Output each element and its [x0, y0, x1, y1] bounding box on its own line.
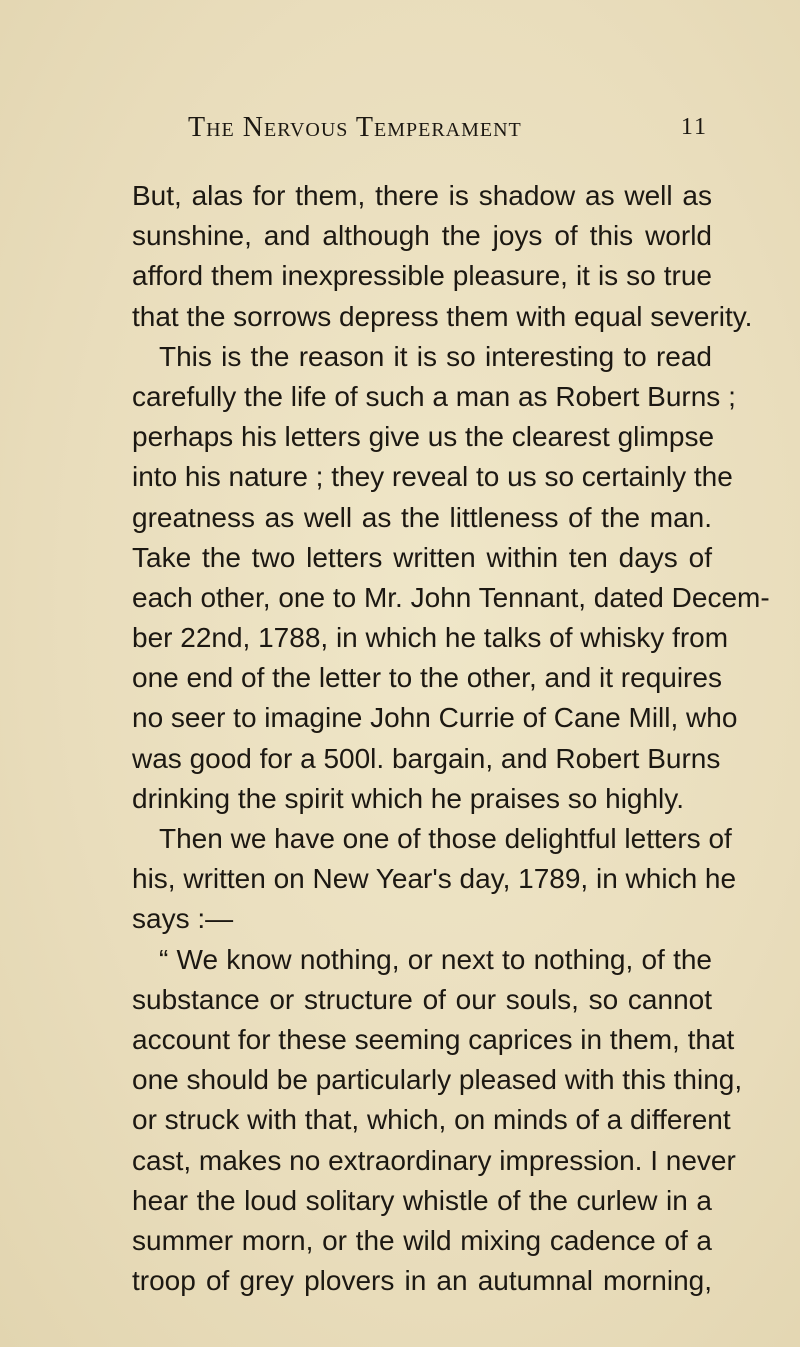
text-line: was good for a 500l. bargain, and Robert Burns [132, 742, 721, 774]
text-line: Then we have one of those delightful letters of [159, 823, 732, 854]
text-line: his, written on New Year's day, 1789, in which he [132, 863, 737, 895]
text-line: sunshine, and although the joys of this world [132, 220, 712, 252]
text-line: troop of grey plovers in an autumnal morning, [132, 1265, 712, 1297]
text-line: substance or structure of our souls, so cannot [132, 983, 712, 1015]
text-line: each other, one to Mr. John Tennant, dated Decem- [132, 581, 770, 613]
text-line: afford them inexpressible pleasure, it is so true [132, 260, 712, 292]
text-line: carefully the life of such a man as Robert Burns ; [132, 380, 736, 412]
text-line: into his nature ; they reveal to us so certainly the [132, 461, 733, 493]
text-line: drinking the spirit which he praises so highly. [132, 782, 684, 814]
text-line: perhaps his letters give us the clearest glimpse [132, 421, 715, 453]
page-number: 11 [680, 114, 708, 140]
text-line: hear the loud solitary whistle of the curlew in a [132, 1184, 712, 1216]
text-line: greatness as well as the littleness of the man. [132, 501, 712, 533]
body-text [132, 176, 770, 1301]
text-line: Take the two letters written within ten days of [132, 541, 712, 573]
running-head [188, 112, 708, 156]
text-line: account for these seeming caprices in them, that [132, 1023, 735, 1055]
text-line: ber 22nd, 1788, in which he talks of whisky from [132, 622, 729, 654]
text-line: that the sorrows depress them with equal severity. [132, 300, 753, 332]
text-line: cast, makes no extraordinary impression. I never [132, 1144, 736, 1176]
text-line: “ We know nothing, or next to nothing, of the [159, 943, 712, 975]
text-line: one end of the letter to the other, and it requires [132, 662, 722, 694]
text-line: one should be particularly pleased with this thing, [132, 1064, 743, 1096]
text-line: says :— [132, 903, 234, 935]
text-line: But, alas for them, there is shadow as well as [132, 180, 712, 211]
text-line: summer morn, or the wild mixing cadence of a [132, 1224, 712, 1256]
running-title: The Nervous Temperament [188, 112, 522, 143]
text-line: no seer to imagine John Currie of Cane Mill, who [132, 702, 738, 734]
text-line: This is the reason it is so interesting to read [159, 340, 712, 372]
text-line: or struck with that, which, on minds of a different [132, 1104, 731, 1136]
